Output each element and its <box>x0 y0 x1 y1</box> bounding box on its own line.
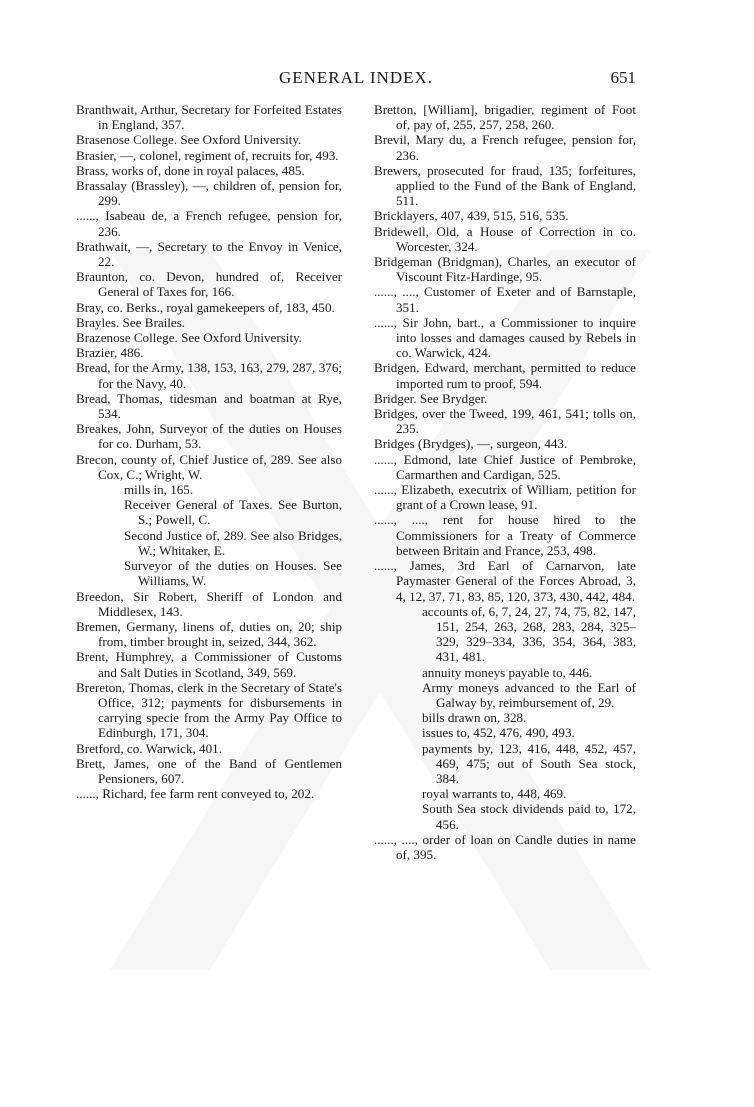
index-subentry: Surveyor of the duties on Houses. See Williams, W. <box>124 558 342 589</box>
index-entry: Breakes, John, Surveyor of the duties on Houses for co. Durham, 53. <box>76 421 342 452</box>
index-entry: Brent, Humphrey, a Commissioner of Customs and Salt Duties in Scotland, 349, 569. <box>76 649 342 680</box>
page-header <box>76 68 636 94</box>
index-entry: ......, ...., order of loan on Candle duties in name of, 395. <box>374 831 636 862</box>
index-subentry: Second Justice of, 289. See also Bridges, W.; Whitaker, E. <box>124 527 342 558</box>
index-entry: Brecon, county of, Chief Justice of, 289. See also Cox, C.; Wright, W. <box>76 451 342 482</box>
index-entry: Bretton, [William], brigadier, regiment of Foot of, pay of, 255, 257, 258, 260. <box>374 102 636 133</box>
index-entry: Bridger. See Brydger. <box>374 390 488 406</box>
index-entry: Brasier, —, colonel, regiment of, recruits for, 493. <box>76 147 339 163</box>
index-entry: ......, Edmond, late Chief Justice of Pembroke, Carmarthen and Cardigan, 525. <box>374 451 636 482</box>
running-title: GENERAL INDEX. <box>278 68 434 87</box>
index-entry: Brasenose College. See Oxford University. <box>76 132 302 148</box>
index-subentry: Receiver General of Taxes. See Burton, S.; Powell, C. <box>124 497 342 528</box>
index-column-right <box>374 102 636 862</box>
index-entry: ......, Isabeau de, a French refugee, pension for, 236. <box>76 208 342 239</box>
index-entry: Bricklayers, 407, 439, 515, 516, 535. <box>374 208 569 224</box>
index-entry: ......, James, 3rd Earl of Carnarvon, late Paymaster General of the Forces Abroad, 3, 4, 12, 37, 71, 83, 85, 120, 373, 430, 442, 484. <box>374 558 636 604</box>
index-entry: ......, ...., rent for house hired to the Commissioners for a Treaty of Commerce between Britain and France, 253, 498. <box>374 512 636 558</box>
index-entry: Braunton, co. Devon, hundred of, Receiver General of Taxes for, 166. <box>76 269 342 300</box>
index-subentry: accounts of, 6, 7, 24, 27, 74, 75, 82, 147, 151, 254, 263, 268, 283, 284, 325–329, 329–334, 336, 354, 364, 383, 431, 481. <box>422 603 636 665</box>
index-subentry: royal warrants to, 448, 469. <box>422 786 567 802</box>
index-entry: Brett, James, one of the Band of Gentlemen Pensioners, 607. <box>76 755 342 786</box>
index-entry: Bread, for the Army, 138, 153, 163, 279, 287, 376; for the Navy, 40. <box>76 360 342 391</box>
index-entry: Brereton, Thomas, clerk in the Secretary of State's Office, 312; payments for disbursements in carrying specie from the Army Pay Office to Edinburgh, 171, 304. <box>76 679 342 741</box>
index-entry: Bridewell, Old, a House of Correction in co. Worcester, 324. <box>374 223 636 254</box>
index-entry: Brevil, Mary du, a French refugee, pension for, 236. <box>374 132 636 163</box>
index-entry: Brewers, prosecuted for fraud, 135; forfeitures, applied to the Fund of the Bank of England, 511. <box>374 162 636 209</box>
index-entry: Bridges (Brydges), —, surgeon, 443. <box>374 436 568 452</box>
index-entry: Bray, co. Berks., royal gamekeepers of, 183, 450. <box>76 299 335 315</box>
index-subentry: bills drawn on, 328. <box>422 710 527 726</box>
index-entry: Bridgen, Edward, merchant, permitted to reduce imported rum to proof, 594. <box>374 360 636 391</box>
index-entry: Bridges, over the Tweed, 199, 461, 541; tolls on, 235. <box>374 406 636 437</box>
index-entry: ......, ...., Customer of Exeter and of Barnstaple, 351. <box>374 284 636 315</box>
index-subentry: Army moneys advanced to the Earl of Galway by, reimbursement of, 29. <box>422 679 636 710</box>
index-entry: Brassalay (Brassley), —, children of, pension for, 299. <box>76 178 342 209</box>
index-column-left <box>76 102 342 801</box>
index-subentry: issues to, 452, 476, 490, 493. <box>422 725 575 741</box>
index-entry: Brass, works of, done in royal palaces, 485. <box>76 162 305 178</box>
index-entry: Brayles. See Brailes. <box>76 314 186 330</box>
index-entry: ......, Richard, fee farm rent conveyed to, 202. <box>76 786 315 802</box>
index-subentry: payments by, 123, 416, 448, 452, 457, 469, 475; out of South Sea stock, 384. <box>422 740 636 786</box>
index-entry: Branthwait, Arthur, Secretary for Forfeited Estates in England, 357. <box>76 102 342 133</box>
index-subentry: annuity moneys payable to, 446. <box>422 664 593 680</box>
index-entry: Brathwait, —, Secretary to the Envoy in Venice, 22. <box>76 238 342 270</box>
index-entry: Bretford, co. Warwick, 401. <box>76 740 222 756</box>
index-subentry: mills in, 165. <box>124 482 194 498</box>
index-entry: Brazier, 486. <box>76 345 144 361</box>
index-entry: Bridgeman (Bridgman), Charles, an executor of Viscount Fitz-Hardinge, 95. <box>374 254 636 285</box>
page-number: 651 <box>610 68 636 87</box>
index-entry: Brazenose College. See Oxford University. <box>76 330 303 346</box>
index-entry: ......, Sir John, bart., a Commissioner to inquire into losses and damages caused by Rebels in co. Warwick, 424. <box>374 314 636 361</box>
index-entry: ......, Elizabeth, executrix of William, petition for grant of a Crown lease, 91. <box>374 482 636 513</box>
index-entry: Bremen, Germany, linens of, duties on, 20; ship from, timber brought in, seized, 344, 362. <box>76 618 342 650</box>
index-entry: Bread, Thomas, tidesman and boatman at Rye, 534. <box>76 390 342 422</box>
index-entry: Breedon, Sir Robert, Sheriff of London and Middlesex, 143. <box>76 588 342 619</box>
index-subentry: South Sea stock dividends paid to, 172, 456. <box>422 801 636 832</box>
